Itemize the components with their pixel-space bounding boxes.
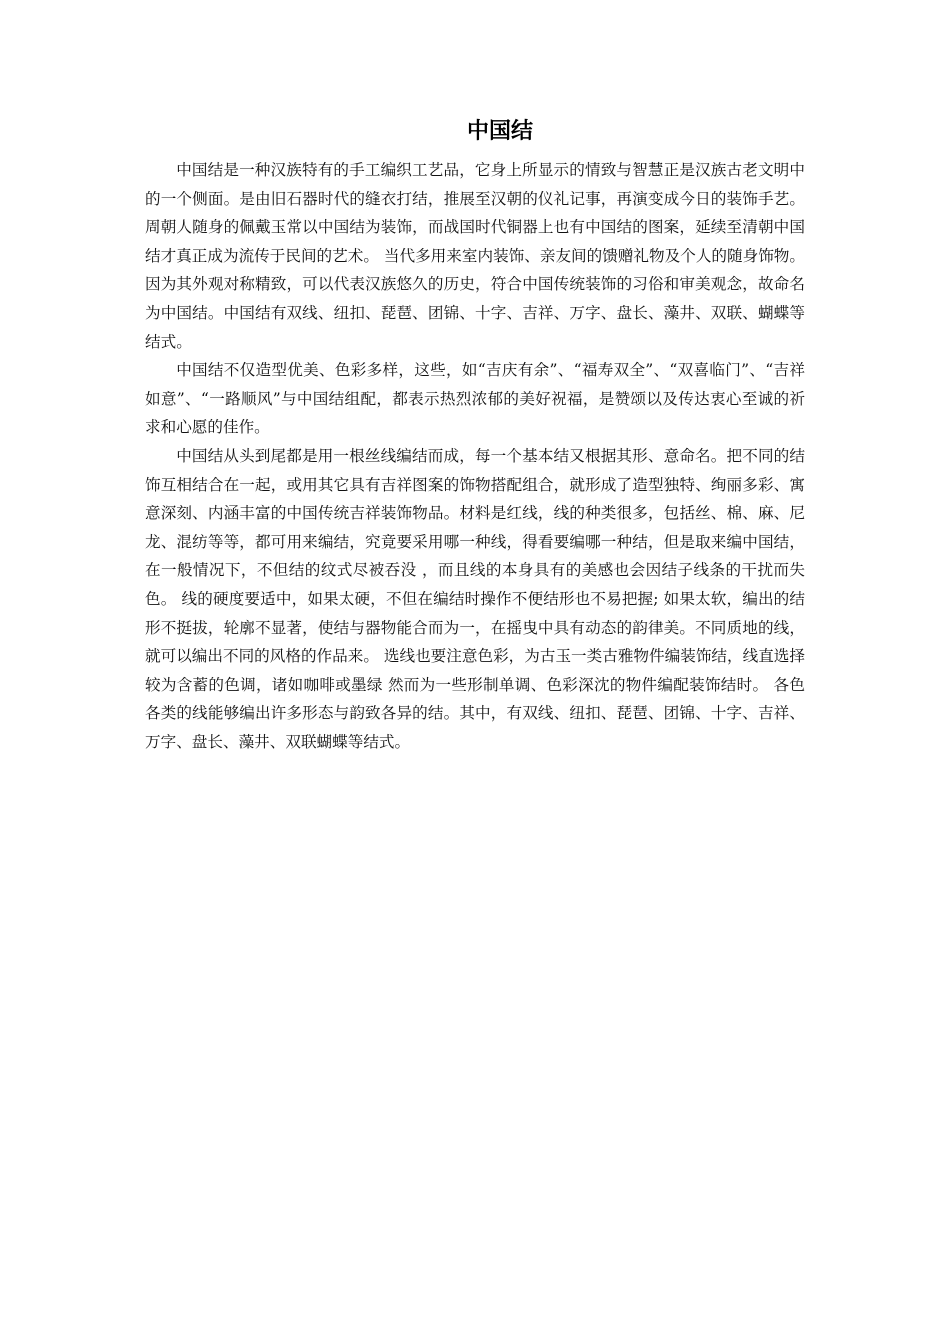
paragraph-1: 中国结是一种汉族特有的手工编织工艺品，它身上所显示的情致与智慧正是汉族古老文明中的一个侧面。是由旧石器时代的缝衣打结，推展至汉朝的仪礼记事，再演变成今日的装饰手艺。周朝人随身的佩戴玉常以中国结为装饰，而战国时代铜器上也有中国结的图案，延续至清朝中国结才真正成为流传于民间的艺术。 当代多用来室内装饰、亲友间的馈赠礼物及个人的随身饰物。因为其外观对称精致，可以代表汉族悠久的历史，符合中国传统装饰的习俗和审美观念，故命名为中国结。中国结有双线、纽扣、琵琶、团锦、十字、吉祥、万字、盘长、藻井、双联、蝴蝶等结式。 [145,161,805,351]
paragraph-3: 中国结从头到尾都是用一根丝线编结而成，每一个基本结又根据其形、意命名。把不同的结饰互相结合在一起，或用其它具有吉祥图案的饰物搭配组合，就形成了造型独特、绚丽多彩、寓意深刻、内涵丰富的中国传统吉祥装饰物品。材料是红线，线的种类很多，包括丝、棉、麻、尼龙、混纺等等，都可用来编结，究竟要采用哪一种线，得看要编哪一种结，但是取来编中国结，在一般情况下，不但结的纹式尽被吞没 ，而且线的本身具有的美感也会因结子线条的干扰而失色。 线的硬度要适中，如果太硬，不但在编结时操作不便结形也不易把握; 如果太软，编出的结形不挺拔，轮廓不显著，使结与器物能合而为一，在摇曳中具有动态的韵律美。不同质地的线，就可以编出不同的风格的作品来。 选线也要注意色彩，为古玉一类古雅物件编装饰结，线直选择较为含蓄的色调，诸如咖啡或墨绿 然而为一些形制单调、色彩深沈的物件编配装饰结时。 各色各类的线能够编出许多形态与韵致各异的结。其中，有双线、纽扣、琵琶、团锦、十字、吉祥、万字、盘长、藻井、双联蝴蝶等结式。 [145,446,805,751]
paragraph-2: 中国结不仅造型优美、色彩多样，这些，如“吉庆有余”、“福寿双全”、“双喜临门”、“吉祥如意”、“一路顺风”与中国结组配，都表示热烈浓郁的美好祝福，是赞颂以及传达衷心至诚的祈求和心愿的佳作。 [145,361,805,437]
document-body [145,156,805,756]
document-title: 中国结 [466,118,533,144]
